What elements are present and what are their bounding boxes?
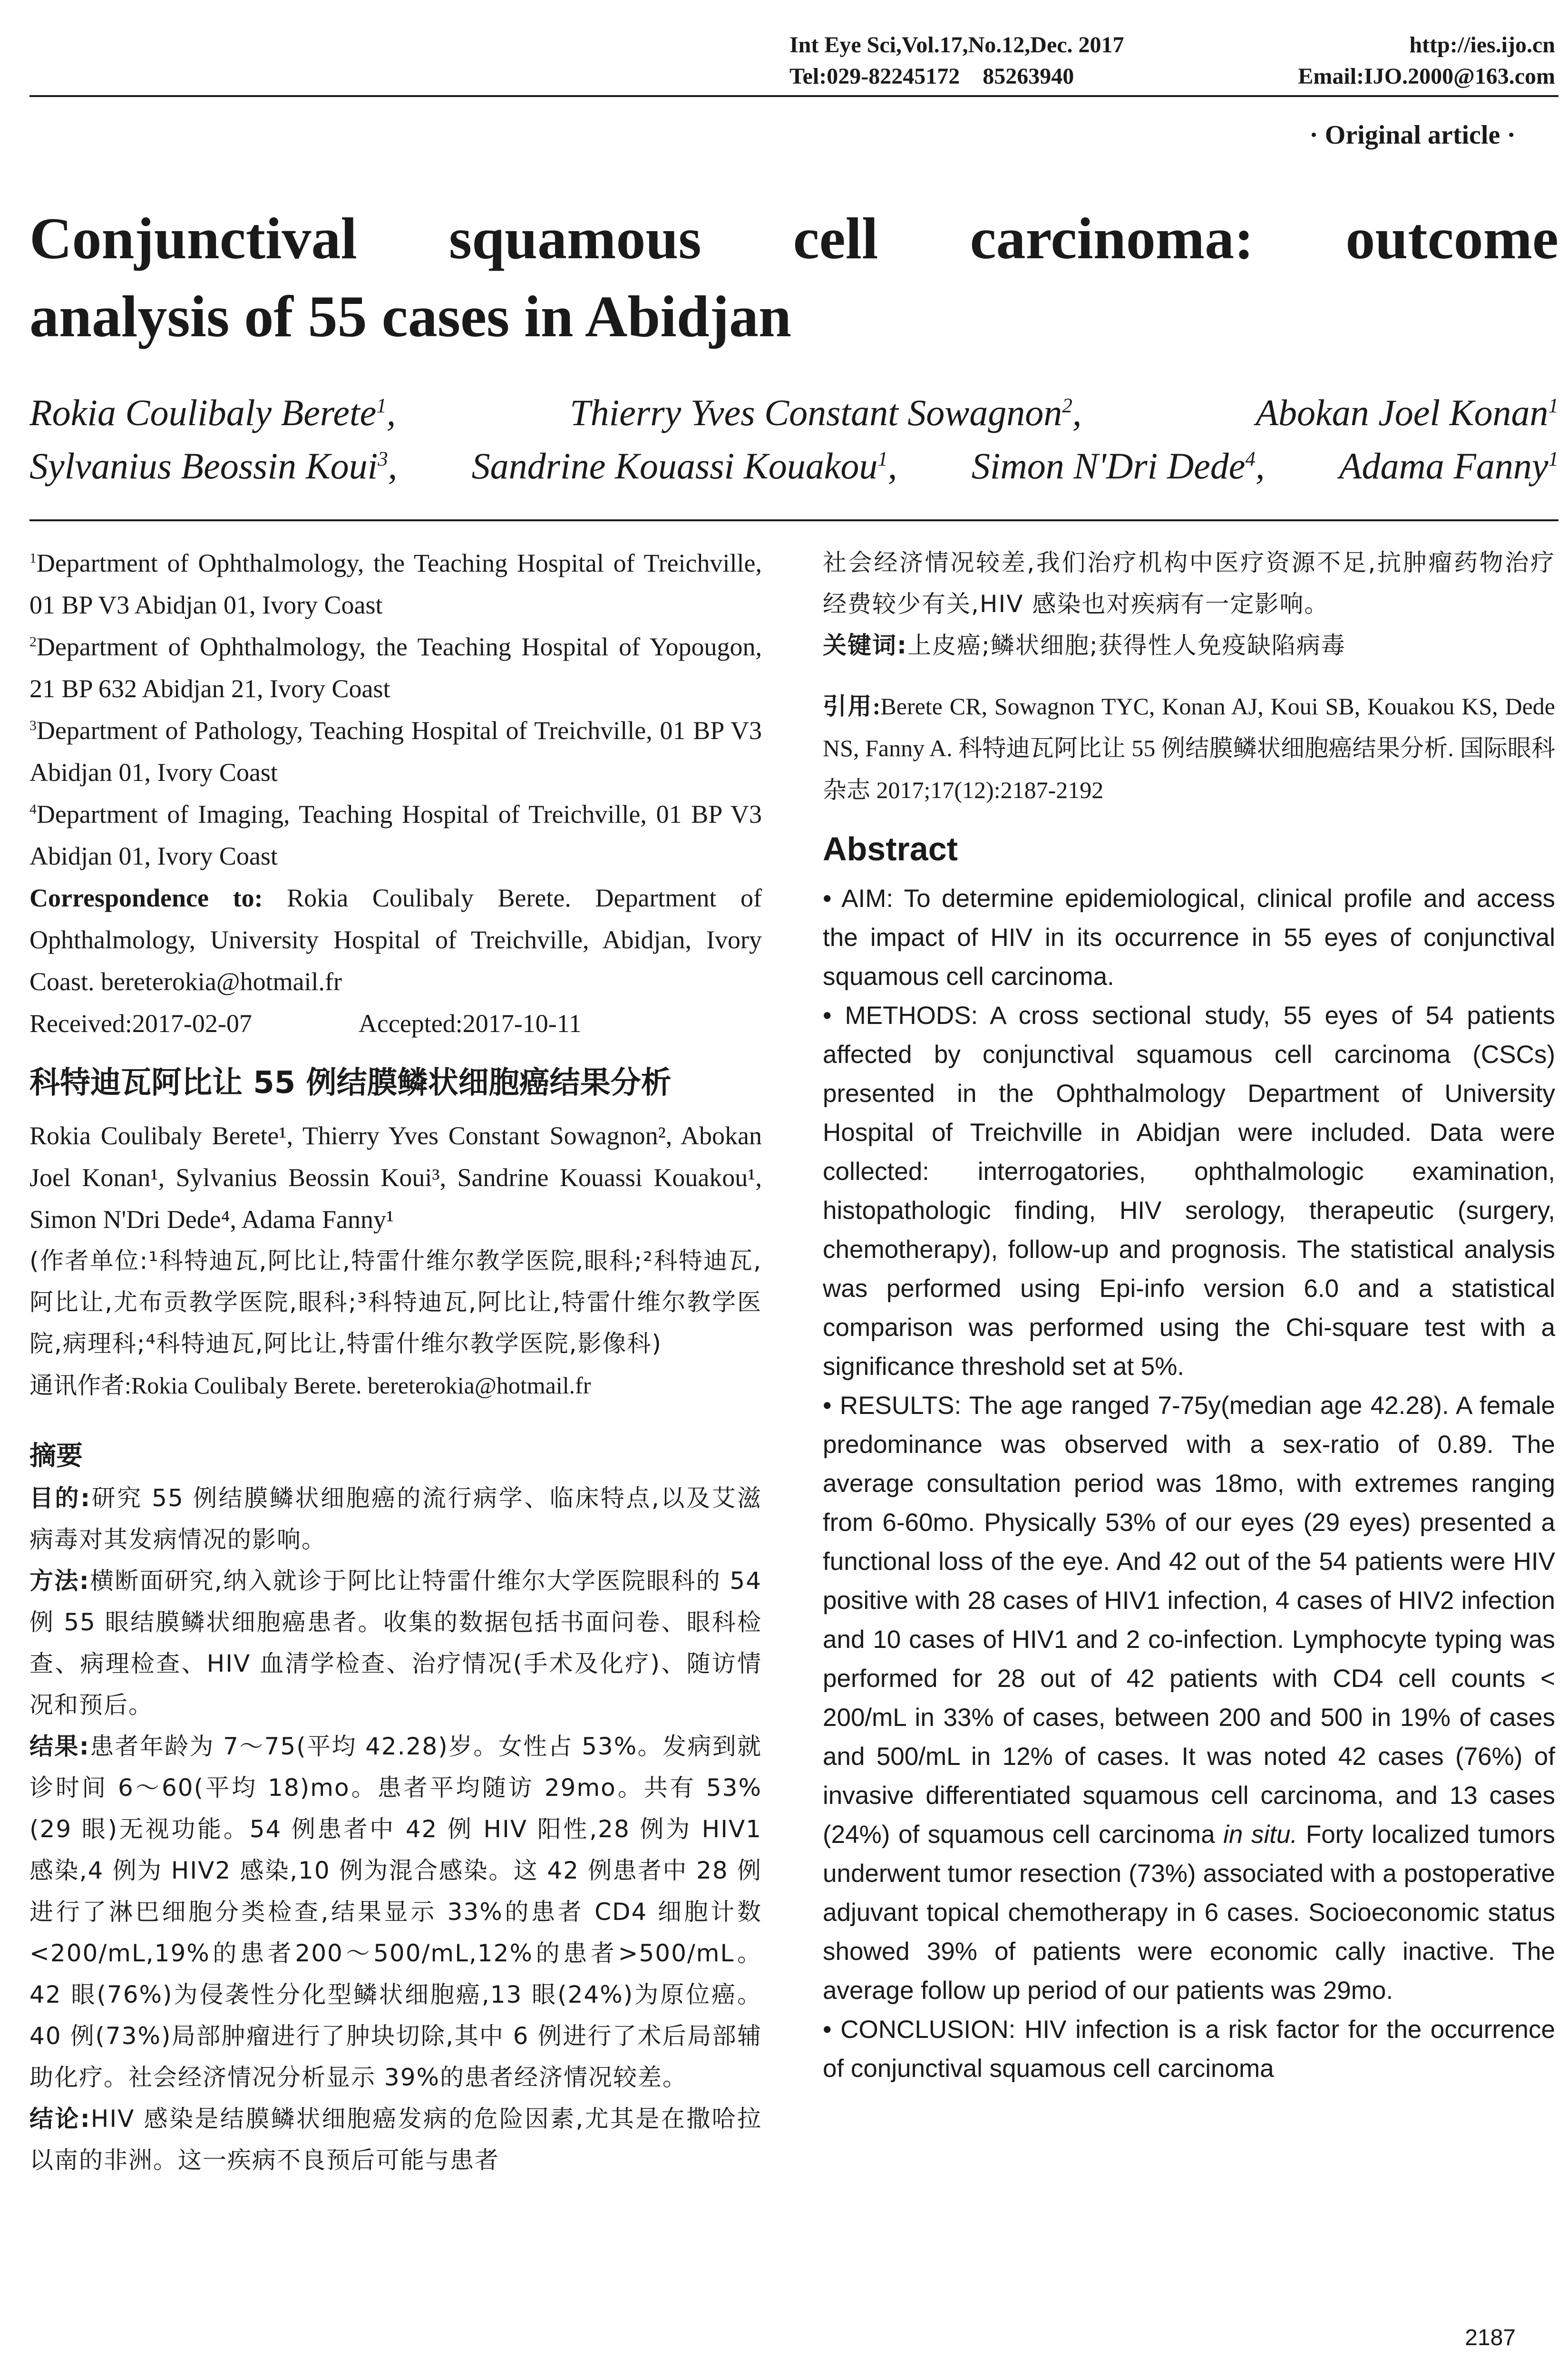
chinese-methods: [29, 1560, 762, 1726]
chinese-conclusion-text: HIV 感染是结膜鳞状细胞癌发病的危险因素,尤其是在撒哈拉以南的非洲。这一疾病不良预后可能与患者: [29, 2105, 762, 2174]
abstract-results-in-situ: in situ.: [1223, 1821, 1298, 1849]
chinese-title: 科特迪瓦阿比让 55 例结膜鳞状细胞癌结果分析: [29, 1065, 672, 1101]
affiliation-text: Department of Pathology, Teaching Hospital of Treichville, 01 BP V3 Abidjan 01, Ivory Coast: [29, 716, 762, 787]
correspondence: [29, 877, 762, 1003]
chinese-units: (作者单位:¹科特迪瓦,阿比让,特雷什维尔教学医院,眼科;²科特迪瓦,阿比让,尤布贡教学医院,眼科;³科特迪瓦,阿比让,特雷什维尔教学医院,病理科;⁴科特迪瓦,阿比让,特雷什维尔教学医院,影像科): [29, 1247, 762, 1357]
author-affiliation-mark: 4: [1245, 448, 1256, 470]
journal-tel: Tel:029-82245172 85263940: [789, 64, 1074, 89]
correspondence-label: Correspondence to:: [29, 884, 263, 912]
author-name: Rokia Coulibaly Berete$^1$,: [29, 392, 396, 433]
chinese-citation-label: 引用:: [823, 693, 881, 720]
chinese-authors: Rokia Coulibaly Berete¹, Thierry Yves Constant Sowagnon², Abokan Joel Konan¹, Sylvanius Beossin Koui³, Sandrine Kouassi Kouakou¹, Simon N'Dri Dede⁴, Adama Fanny¹: [29, 1121, 762, 1234]
chinese-conclusion: [29, 2098, 762, 2181]
chinese-aim: [29, 1478, 762, 1560]
title-line-2: analysis of 55 cases in Abidjan: [29, 284, 792, 349]
abstract-methods-text: A cross sectional study, 55 eyes of 54 patients affected by conjunctival squamous cell carcinoma (CSCs) presented in the Ophthalmology Department of University Hospital of Treichville in Abidjan were included. Data were collected: interrogatories, ophthalmologic examination, histopathologic finding, HIV serology, therapeutic (surgery, chemotherapy), follow-up and prognosis. The statistical analysis was performed using Epi-info version 6.0 and a statistical comparison was performed using the Chi-square test with a significance threshold set at 5%.: [823, 1002, 1555, 1381]
abstract-conclusion-label: • CONCLUSION:: [823, 2016, 1016, 2044]
affiliations: [29, 542, 762, 877]
right-column: [823, 542, 1555, 2088]
title-word: squamous: [448, 206, 701, 271]
author-affiliation-mark: 2: [1062, 395, 1072, 417]
chinese-conclusion-label: 结论:: [29, 2105, 91, 2133]
affiliation-mark: 4: [29, 802, 37, 817]
author-name: Simon N'Dri Dede$^4$,: [971, 445, 1265, 487]
abstract-aim-label: • AIM:: [823, 885, 894, 913]
author-line-2: [29, 439, 1558, 493]
title-line-1: [29, 200, 1558, 278]
author-name: Thierry Yves Constant Sowagnon$^2$,: [570, 392, 1082, 433]
title-word: carcinoma:: [970, 206, 1254, 271]
affiliation-text: Department of Ophthalmology, the Teaching Hospital of Yopougon, 21 BP 632 Abidjan 21, Ivory Coast: [29, 633, 762, 703]
author-affiliation-mark: 3: [378, 448, 388, 470]
affiliation-text: Department of Imaging, Teaching Hospital of Treichville, 01 BP V3 Abidjan 01, Ivory Coast: [29, 800, 762, 870]
article-type-label: · Original article ·: [1309, 120, 1516, 150]
chinese-keywords-label: 关键词:: [823, 632, 907, 659]
chinese-abstract-heading: 摘要: [29, 1441, 83, 1471]
title-word: Conjunctival: [29, 206, 357, 271]
abstract-conclusion-text: HIV infection is a risk factor for the occurrence of conjunctival squamous cell carcinoma: [823, 2016, 1555, 2083]
affiliation-mark: 1: [29, 551, 37, 566]
author-list: [29, 386, 1558, 493]
chinese-aim-text: 研究 55 例结膜鳞状细胞癌的流行病学、临床特点,以及艾滋病毒对其发病情况的影响。: [29, 1484, 762, 1553]
chinese-conclusion-continued: [823, 542, 1555, 625]
affiliation-mark: 3: [29, 718, 37, 733]
journal-citation: Int Eye Sci,Vol.17,No.12,Dec. 2017: [789, 32, 1124, 58]
abstract-aim-text: To determine epidemiological, clinical profile and access the impact of HIV in its occurrence in 55 eyes of conjunctival squamous cell carcinoma.: [823, 885, 1555, 991]
chinese-citation-text: Berete CR, Sowagnon TYC, Konan AJ, Koui SB, Kouakou KS, Dede NS, Fanny A. 科特迪瓦阿比让 55 例结膜鳞状细胞癌结果分析. 国际眼科杂志 2017;17(12):2187-2192: [823, 693, 1555, 803]
title-word: outcome: [1345, 206, 1558, 271]
authors-divider: [29, 519, 1558, 521]
abstract-results-text-a: The age ranged 7-75y(median age 42.28). A female predominance was observed with a sex-ratio of 0.89. The average consultation period was 18mo, with extremes ranging from 6-60mo. Physically 53% of our eyes (29 eyes) presented a functional loss of the eye. And 42 out of the 54 patients were HIV positive with 28 cases of HIV1 infection, 4 cases of HIV2 infection and 10 cases of HIV1 and 2 co-infection. Lymphocyte typing was performed for 28 out of 42 patients with CD4 cell counts < 200/mL in 33% of cases, between 200 and 500 in 19% of cases and 500/mL in 12% of cases. It was noted 42 cases (76%) of invasive differentiated squamous cell carcinoma, and 13 cases (24%) of squamous cell carcinoma: [823, 1392, 1555, 1849]
journal-url[interactable]: http://ies.ijo.cn: [1409, 32, 1555, 58]
left-column: [29, 542, 762, 2181]
dates: [29, 1003, 762, 1044]
author-affiliation-mark: 1: [376, 395, 387, 417]
chinese-conclusion-text-cont: 社会经济情况较差,我们治疗机构中医疗资源不足,抗肿瘤药物治疗经费较少有关,HIV 感染也对疾病有一定影响。: [823, 549, 1555, 618]
chinese-citation: [823, 685, 1555, 811]
author-name: Sylvanius Beossin Koui$^3$,: [29, 445, 398, 487]
abstract-results-text-b: Forty localized tumors underwent tumor resection (73%) associated with a postoperative adjuvant topical chemotherapy in 6 cases. Socioeconomic status showed 39% of patients were economic cally inactive. The average follow up period of our patients was 29mo.: [823, 1821, 1555, 2005]
author-name: Abokan Joel Konan$^1$: [1256, 392, 1558, 433]
chinese-results-text: 患者年龄为 7～75(平均 42.28)岁。女性占 53%。发病到就诊时间 6～60(平均 18)mo。患者平均随访 29mo。共有 53%(29 眼)无视功能。54 例患者中 42 例 HIV 阳性,28 例为 HIV1 感染,4 例为 HIV2 感染,10 例为混合感染。这 42 例患者中 28 例进行了淋巴细胞分类检查,结果显示 33%的患者 CD4 细胞计数<200/mL,19%的患者200～500/mL,12%的患者>500/mL。42 眼(76%)为侵袭性分化型鳞状细胞癌,13 眼(24%)为原位癌。40 例(73%)局部肿瘤进行了肿块切除,其中 6 例进行了术后局部辅助化疗。社会经济情况分析显示 39%的患者经济情况较差。: [29, 1733, 762, 2091]
affiliation-text: Department of Ophthalmology, the Teaching Hospital of Treichville, 01 BP V3 Abidjan 01, Ivory Coast: [29, 549, 762, 619]
received-date: Received:2017-02-07: [29, 1009, 252, 1038]
affiliation-item: [29, 626, 762, 710]
chinese-correspondence: 通讯作者:Rokia Coulibaly Berete. bereterokia@hotmail.fr: [29, 1372, 591, 1399]
chinese-aim-label: 目的:: [29, 1484, 91, 1512]
chinese-results-label: 结果:: [29, 1733, 90, 1760]
accepted-date: Accepted:2017-10-11: [358, 1009, 582, 1038]
chinese-keywords: [823, 625, 1555, 666]
abstract-methods-label: • METHODS:: [823, 1002, 978, 1030]
chinese-results: [29, 1726, 762, 2098]
author-affiliation-mark: 1: [1548, 448, 1558, 470]
author-affiliation-mark: 1: [1548, 395, 1558, 417]
chinese-methods-text: 横断面研究,纳入就诊于阿比让特雷什维尔大学医院眼科的 54 例 55 眼结膜鳞状细胞癌患者。收集的数据包括书面问卷、眼科检查、病理检查、HIV 血清学检查、治疗情况(手术及化疗)、随访情况和预后。: [29, 1567, 762, 1719]
affiliation-item: [29, 793, 762, 877]
affiliation-item: [29, 542, 762, 626]
author-affiliation-mark: 1: [877, 448, 888, 470]
author-name: Sandrine Kouassi Kouakou$^1$,: [471, 445, 897, 487]
correspondence-text: Rokia Coulibaly Berete. Department of Ophthalmology, University Hospital of Treichville, Abidjan, Ivory Coast. bereterokia@hotmail.fr: [29, 884, 762, 996]
header-divider: [29, 95, 1558, 97]
abstract-results-label: • RESULTS:: [823, 1392, 962, 1420]
abstract-methods: [823, 996, 1555, 1386]
abstract-aim: [823, 879, 1555, 996]
author-name: Adama Fanny$^1$: [1339, 445, 1558, 487]
author-line-1: [29, 386, 1558, 439]
abstract-conclusion: [823, 2010, 1555, 2088]
chinese-keywords-text: 上皮癌;鳞状细胞;获得性人免疫缺陷病毒: [907, 632, 1346, 659]
abstract-heading: Abstract: [823, 830, 958, 867]
page-number: 2187: [1465, 2325, 1516, 2350]
chinese-methods-label: 方法:: [29, 1567, 90, 1595]
running-header: [789, 29, 1555, 92]
journal-email[interactable]: Email:IJO.2000@163.com: [1298, 64, 1555, 89]
title-word: cell: [793, 206, 878, 271]
abstract-results: [823, 1386, 1555, 2010]
affiliation-item: [29, 710, 762, 793]
affiliation-mark: 2: [29, 634, 37, 650]
article-title: [29, 200, 1558, 356]
